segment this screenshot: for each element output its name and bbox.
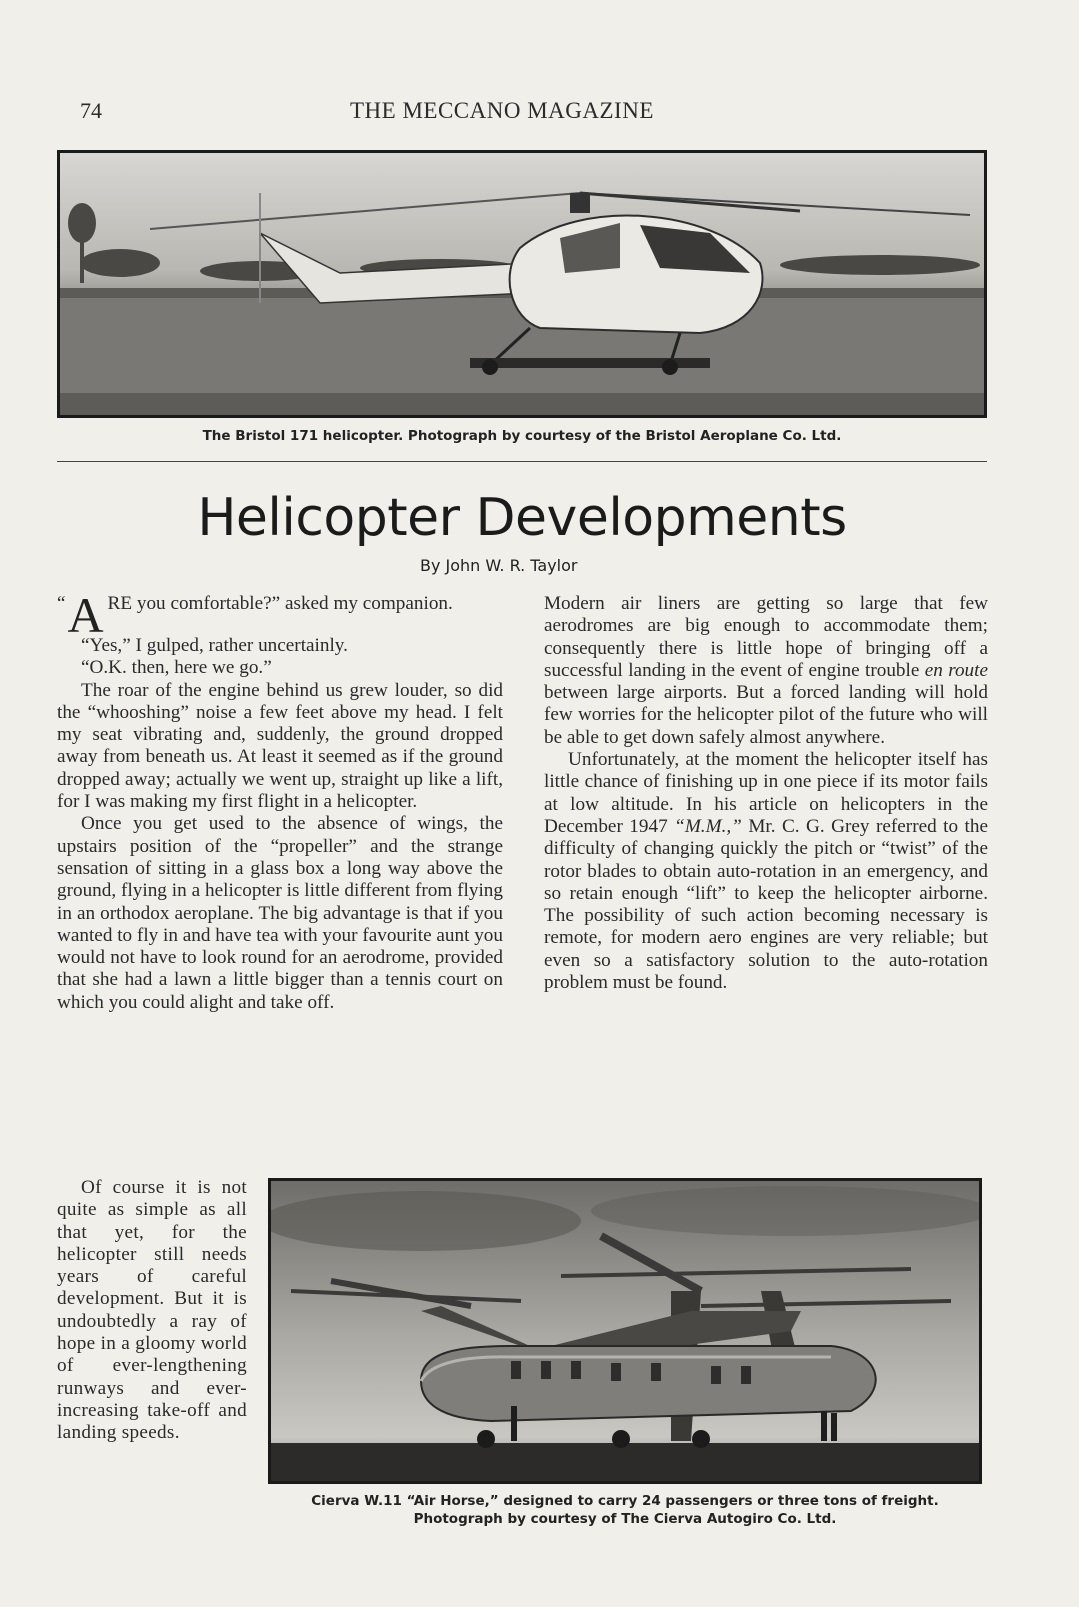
photo2-caption-line2: Photograph by courtesy of The Cierva Autogiro Co. Ltd. — [413, 1511, 837, 1527]
air-horse-photo-icon — [271, 1181, 979, 1481]
page-number: 74 — [80, 98, 102, 123]
photo2-caption-line1: Cierva W.11 “Air Horse,” designed to carry 24 passengers or three tons of freight. — [311, 1493, 939, 1509]
running-head — [80, 98, 990, 128]
helicopter-photo-icon — [60, 153, 984, 415]
section-divider — [57, 461, 987, 462]
bristol-helicopter-photo — [57, 150, 987, 418]
paragraph-text: Of course it is not quite as simple as all that yet, for the helicopter still needs years of careful development. But it is undoubtedly a ray of hope in a gloomy world of ever-lengthening runways and ever-increasing take-off and landing speeds. — [57, 1177, 247, 1444]
article-right-column — [544, 593, 988, 994]
paragraph-segment: Unfortunately, at the moment the helicopter itself has little chance of finishing up in one piece if its motor fails at low altitude. In his article on helicopters in the December 1947 — [544, 749, 988, 837]
paragraph-text: The roar of the engine behind us grew louder, so did the “whooshing” noise a few feet above my head. I felt my seat vibrating and, suddenly, the ground dropped away from beneath us. At least it seemed as if the ground dropped away; actually we went up, straight up like a lift, for I was making my first flight in a helicopter. — [57, 679, 503, 813]
paragraph-text — [544, 593, 988, 749]
paragraph-segment: Modern air liners are getting so large that few aerodromes are big enough to accommodate them; consequently there is little hope of bringing off a successful landing in the event of engine trouble — [544, 593, 988, 681]
paragraph-segment: Mr. C. G. Grey referred to the difficulty of changing quickly the pitch or “twist” of the rotor blades to obtain auto-rotation in an emergency, and so retain enough “lift” to keep the helicopter airborne. The possibility of such action becoming necessary is remote, for modern aero engines are very reliable; but even so a satisfactory solution to the auto-rotation problem must be found. — [544, 815, 988, 994]
article-title: Helicopter Developments — [197, 488, 847, 548]
article-byline: By John W. R. Taylor — [420, 556, 578, 575]
paragraph-text: RE you comfortable?” asked my companion. — [107, 593, 453, 614]
paragraph-text: Once you get used to the absence of wings, the upstairs position of the “propeller” and the strange sensation of sitting in a glass box a long way above the ground, flying in a helicopter is little different from flying in an orthodox aeroplane. The big advantage is that if you wanted to fly in and have tea with your favourite aunt you would not have to look round for an aerodrome, provided that she had a lawn a little bigger than a tennis court on which you could alight and take off. — [57, 813, 503, 1013]
article-narrow-column — [57, 1177, 247, 1445]
paragraph-opening — [57, 587, 503, 643]
paragraph-segment: between large airports. But a forced landing will hold few worries for the helicopter pilot of the future who will be able to get down safely almost anywhere. — [544, 682, 988, 748]
paragraph-text — [544, 749, 988, 994]
italic-phrase: “M.M.,” — [674, 815, 742, 837]
opening-quote: “ — [57, 593, 66, 614]
photo1-caption: The Bristol 171 helicopter. Photograph by courtesy of the Bristol Aeroplane Co. Ltd. — [202, 428, 842, 444]
magazine-title: THE MECCANO MAGAZINE — [350, 98, 654, 123]
paragraph-text: “O.K. then, here we go.” — [81, 657, 272, 679]
italic-phrase: en route — [924, 659, 988, 681]
photo2-caption — [268, 1492, 982, 1528]
air-horse-photo — [268, 1178, 982, 1484]
article-left-column — [57, 587, 503, 1014]
paragraph-text: “Yes,” I gulped, rather uncertainly. — [81, 635, 348, 656]
drop-cap: A — [67, 587, 104, 643]
